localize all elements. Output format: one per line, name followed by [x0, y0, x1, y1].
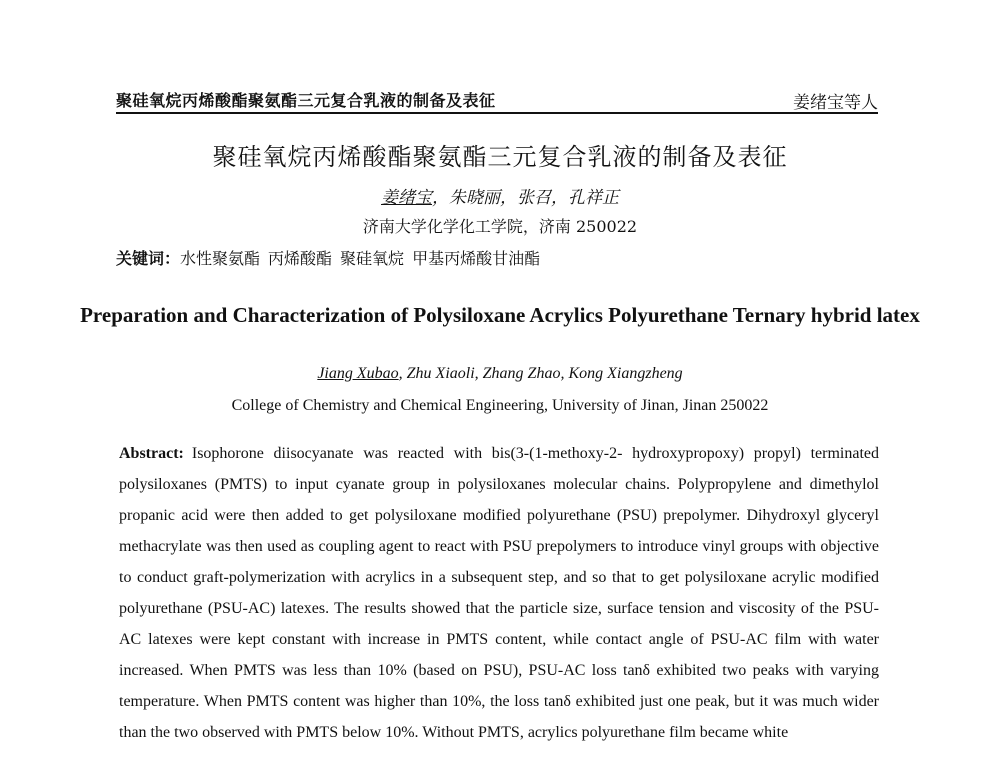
keywords-label: 关键词： — [116, 249, 181, 268]
chinese-title: 聚硅氧烷丙烯酸酯聚氨酯三元复合乳液的制备及表征 — [212, 143, 788, 171]
english-title: Preparation and Characterization of Polysiloxane Acrylics Polyurethane Ternary hybrid latex — [80, 303, 920, 327]
english-authors — [0, 365, 1000, 383]
running-header — [116, 86, 878, 114]
keyword: 水性聚氨酯 — [180, 249, 261, 268]
keyword: 甲基丙烯酸甘油酯 — [412, 249, 541, 268]
keyword: 丙烯酸酯 — [268, 249, 333, 268]
running-authors: 姜绪宝等人 — [793, 93, 878, 113]
abstract-text: Isophorone diisocyanate was reacted with bis(3-(1-methoxy-2- hydroxypropoxy) propyl) terminated polysiloxanes (PMTS) to input cyanate group in polysiloxanes molecular chains. Polypropylene and dimethylol propanic acid were then added to get polysiloxane modified polyurethane (PSU) prepolymer. Dihydroxyl glyceryl methacrylate was then used as coupling agent to react with PSU prepolymers to introduce vinyl groups with objective to conduct graft-polymerization with acrylics in a subsequent step, and so that to get polysiloxane acrylic modified polyurethane (PSU-AC) latexes. The results showed that the particle size, surface tension and viscosity of the PSU-AC latexes were kept constant with increase in PMTS content, while contact angle of PSU-AC film with water increased. When PMTS was less than 10% (based on PSU), PSU-AC loss tanδ exhibited two peaks with varying temperature. When PMTS content was higher than 10%, the loss tanδ exhibited just one peak, but it was much wider than the two observed with PMTS below 10%. Without PMTS, acrylics polyurethane film became white — [119, 445, 879, 741]
chinese-affiliation: 济南大学化学化工学院，济南 250022 — [362, 217, 638, 236]
chinese-first-author: 姜绪宝 — [381, 188, 432, 208]
chinese-keywords — [116, 246, 548, 269]
english-affiliation: College of Chemistry and Chemical Engineering, University of Jinan, Jinan 250022 — [231, 397, 769, 414]
chinese-authors — [0, 183, 1000, 208]
running-title: 聚硅氧烷丙烯酸酯聚氨酯三元复合乳液的制备及表征 — [116, 91, 496, 110]
chinese-other-authors: ，朱晓丽，张召，孔祥正 — [432, 188, 619, 208]
english-other-authors: , Zhu Xiaoli, Zhang Zhao, Kong Xiangzheng — [398, 365, 683, 382]
abstract — [119, 438, 879, 748]
abstract-label: Abstract: — [119, 445, 184, 462]
keyword: 聚硅氧烷 — [340, 249, 405, 268]
english-first-author: Jiang Xubao — [317, 365, 399, 382]
